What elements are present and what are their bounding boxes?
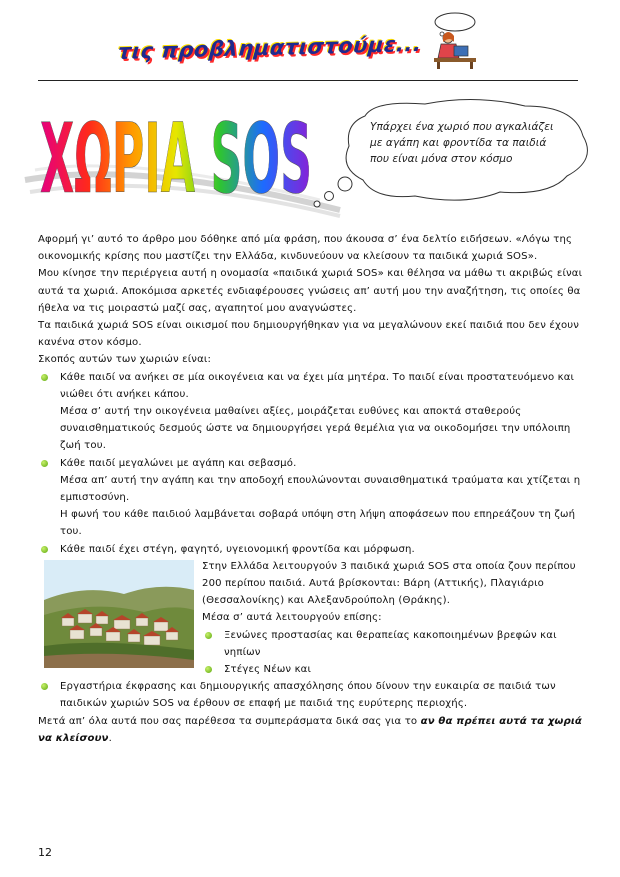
list-item (38, 541, 583, 558)
list-item (38, 678, 583, 712)
list-item-text: Ξενώνες προστασίας και θεραπείας κακοποιημένων βρεφών και νηπίων (224, 629, 557, 658)
bullet-icon (41, 460, 48, 467)
closing-text: Μετά απ’ όλα αυτά που σας παρέθεσα τα συμπεράσματα δικά σας για το (38, 715, 421, 727)
list-item-text: Κάθε παιδί μεγαλώνει με αγάπη και σεβασμό. (60, 457, 297, 469)
list-item-text: Κάθε παιδί έχει στέγη, φαγητό, υγειονομική φροντίδα και μόρφωση. (60, 543, 415, 555)
bullet-icon (205, 666, 212, 673)
list-item (202, 627, 583, 661)
bullet-icon (41, 546, 48, 553)
bubble-text: Υπάρχει ένα χωριό που αγκαλιάζει με αγάπη και φροντίδα τα παιδιά που είναι μόνα στον κόσμο (370, 121, 554, 165)
list-item (38, 369, 583, 403)
paragraph: Μέσα σ’ αυτά λειτουργούν επίσης: (202, 612, 382, 624)
header-rule (38, 80, 578, 81)
bullet-icon (205, 632, 212, 639)
list-item-text: Στέγες Νέων και (224, 664, 312, 676)
paragraph: Σκοπός αυτών των χωριών είναι: (38, 354, 212, 366)
paragraph: Η φωνή του κάθε παιδιού λαμβάνεται σοβαρά υπόψη στη λήψη αποφάσεων που επηρεάζουν τη ζωή του. (60, 509, 576, 538)
paragraph: Στην Ελλάδα λειτουργούν 3 παιδικά χωριά SOS στα οποία ζουν περίπου 200 περίπου παιδιά. Αυτά βρίσκονται: Βάρη (Αττικής), Πλαγιάριο (Θεσσαλονίκης) και Αλεξανδρούπολη (Θράκης). (202, 560, 576, 607)
list-item-text: Εργαστήρια έκφρασης και δημιουργικής απασχόλησης όπου δίνουν την ευκαιρία σε παιδιά των παιδικών χωριών SOS να έρθουν σε επαφή με παιδιά της ευρύτερης περιοχής. (60, 681, 556, 710)
closing-paragraph (38, 713, 583, 747)
village-photo (44, 560, 194, 668)
list-item (202, 661, 583, 678)
page-title (38, 104, 318, 204)
girl-at-desk-icon (432, 12, 478, 70)
paragraph: Αφορμή γι’ αυτό το άρθρο μου δόθηκε από μία φράση, που άκουσα σ’ ένα δελτίο ειδήσεων. «Λόγω της οικονομικής κρίσης που μαστίζει την Ελλάδα, κινδυνεύουν να κλείσουν τα παιδικά χωριά SOS». (38, 234, 573, 263)
paragraph: Τα παιδικά χωριά SOS είναι οικισμοί που δημιουργήθηκαν για να μεγαλώνουν εκεί παιδιά που δεν έχουν κανένα στον κόσμο. (38, 320, 580, 349)
article-body (38, 231, 583, 747)
paragraph: Μέσα σ’ αυτή την οικογένεια μαθαίνει αξίες, μοιράζεται ευθύνες και αποκτά σταθερούς συναισθηματικούς δεσμούς ώστε να δημιουργήσει γερά θεμέλια για να οικοδομήσει την υπόλοιπη ζωή του. (60, 406, 571, 452)
bullet-icon (41, 374, 48, 381)
page-number: 12 (38, 846, 52, 859)
paragraph: Μου κίνησε την περιέργεια αυτή η ονομασία «παιδικά χωριά SOS» και θέλησα να μάθω τι ακριβώς είναι αυτά τα χωριά. Αποκόμισα αρκετές ενδιαφέρουσες γνώσεις απ’ αυτή μου την αναζήτηση, τις οποίες θα ήθελα να τις μοιραστώ μαζί σας, αγαπητοί μου αναγνώστες. (38, 268, 583, 314)
header-title: τις προβληματιστούμε... (116, 31, 423, 64)
list-item (38, 455, 583, 472)
closing-emphasis: αν θα πρέπει αυτά τα χωριά να κλείσουν (38, 715, 583, 744)
paragraph: Μέσα απ’ αυτή την αγάπη και την αποδοχή επουλώνονται συναισθηματικά τραύματα και χτίζεται η εμπιστοσύνη. (60, 474, 581, 504)
closing-end: . (108, 732, 112, 744)
bullet-icon (41, 683, 48, 690)
page-title-text: ΧΩΡΙΑ SOS (40, 104, 312, 204)
list-item-text: Κάθε παιδί να ανήκει σε μία οικογένεια και να έχει μία μητέρα. Το παιδί είναι προστατευόμενο και νιώθει ότι ανήκει κάπου. (60, 371, 575, 400)
photo-section (38, 558, 583, 678)
